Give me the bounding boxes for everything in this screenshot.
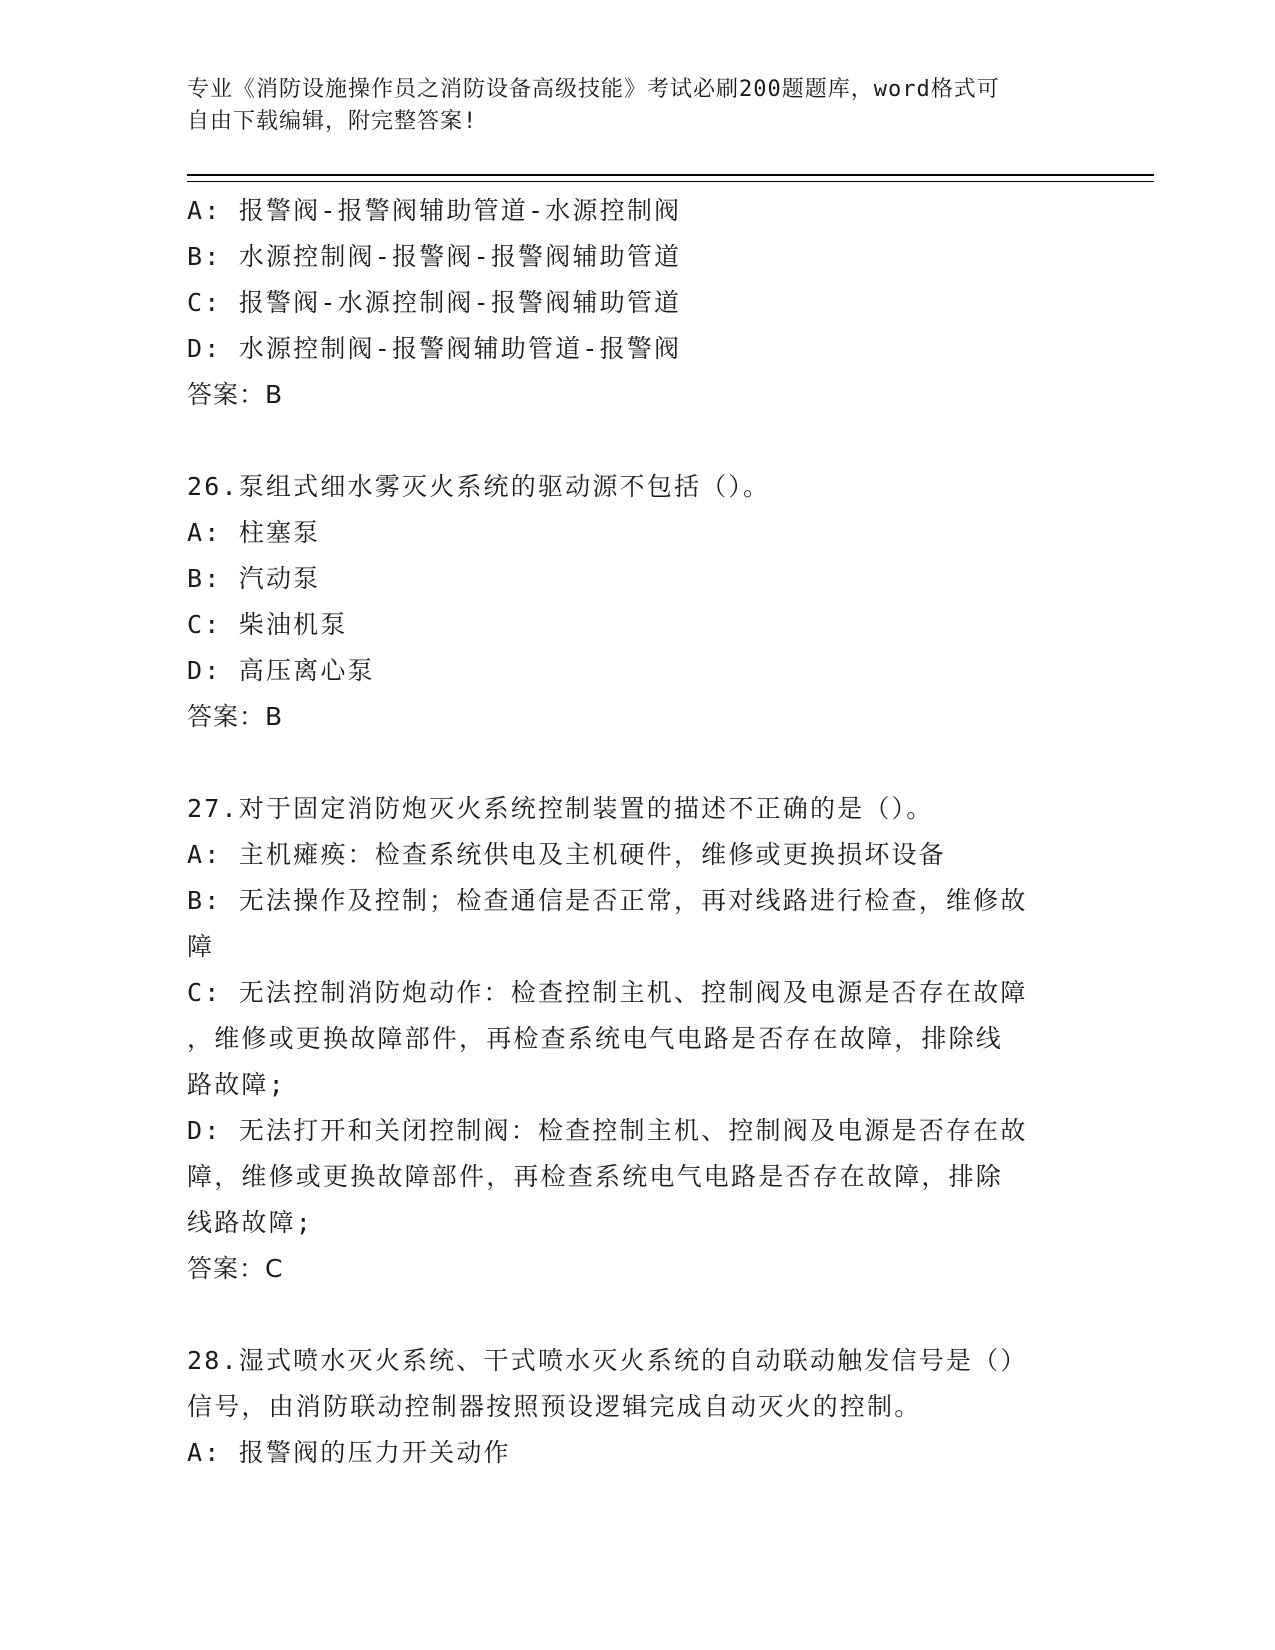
option-b: B: 汽动泵 xyxy=(187,564,321,593)
spacer xyxy=(187,1292,1077,1338)
option-d: D: 水源控制阀-报警阀辅助管道-报警阀 xyxy=(187,334,682,363)
option-a: A: 柱塞泵 xyxy=(187,518,321,547)
question-text-line-1: 28.湿式喷水灭火系统、干式喷水灭火系统的自动联动触发信号是（） xyxy=(187,1346,1028,1375)
answer: 答案：B xyxy=(187,702,284,731)
option-b-line-2: 障 xyxy=(187,932,215,961)
header-line-1: 专业《消防设施操作员之消防设备高级技能》考试必刷200题题库，word格式可 xyxy=(187,77,1000,102)
document-header xyxy=(187,74,1067,138)
option-d: D: 高压离心泵 xyxy=(187,656,375,685)
question-27 xyxy=(187,786,1077,1292)
question-28 xyxy=(187,1338,1077,1476)
question-text: 27.对于固定消防炮灭火系统控制装置的描述不正确的是（）。 xyxy=(187,794,934,823)
option-d-line-1: D: 无法打开和关闭控制阀：检查控制主机、控制阀及电源是否存在故 xyxy=(187,1116,1028,1145)
header-rule-thin xyxy=(187,181,1154,182)
option-c: C: 柴油机泵 xyxy=(187,610,348,639)
option-c: C: 报警阀-水源控制阀-报警阀辅助管道 xyxy=(187,288,682,317)
option-a: A: 主机瘫痪：检查系统供电及主机硬件，维修或更换损坏设备 xyxy=(187,840,946,869)
option-d-line-3: 线路故障; xyxy=(187,1208,314,1237)
option-a: A: 报警阀的压力开关动作 xyxy=(187,1438,511,1467)
header-line-2: 自由下载编辑，附完整答案! xyxy=(187,109,478,134)
header-rule-thick xyxy=(187,174,1154,176)
question-26 xyxy=(187,464,1077,740)
spacer xyxy=(187,418,1077,464)
answer: 答案：B xyxy=(187,380,284,409)
option-c-line-2: ，维修或更换故障部件，再检查系统电气电路是否存在故障，排除线 xyxy=(187,1024,1004,1053)
question-25 xyxy=(187,188,1077,418)
question-content xyxy=(187,188,1077,1476)
question-text-line-2: 信号，由消防联动控制器按照预设逻辑完成自动灭火的控制。 xyxy=(187,1392,922,1421)
option-c-line-1: C: 无法控制消防炮动作：检查控制主机、控制阀及电源是否存在故障 xyxy=(187,978,1028,1007)
spacer xyxy=(187,740,1077,786)
option-b: B: 水源控制阀-报警阀-报警阀辅助管道 xyxy=(187,242,682,271)
option-b-line-1: B: 无法操作及控制；检查通信是否正常，再对线路进行检查，维修故 xyxy=(187,886,1028,915)
option-c-line-3: 路故障; xyxy=(187,1070,286,1099)
answer: 答案：C xyxy=(187,1254,284,1283)
question-text: 26.泵组式细水雾灭火系统的驱动源不包括（）。 xyxy=(187,472,771,501)
option-d-line-2: 障，维修或更换故障部件，再检查系统电气电路是否存在故障，排除 xyxy=(187,1162,1004,1191)
option-a: A: 报警阀-报警阀辅助管道-水源控制阀 xyxy=(187,196,682,225)
